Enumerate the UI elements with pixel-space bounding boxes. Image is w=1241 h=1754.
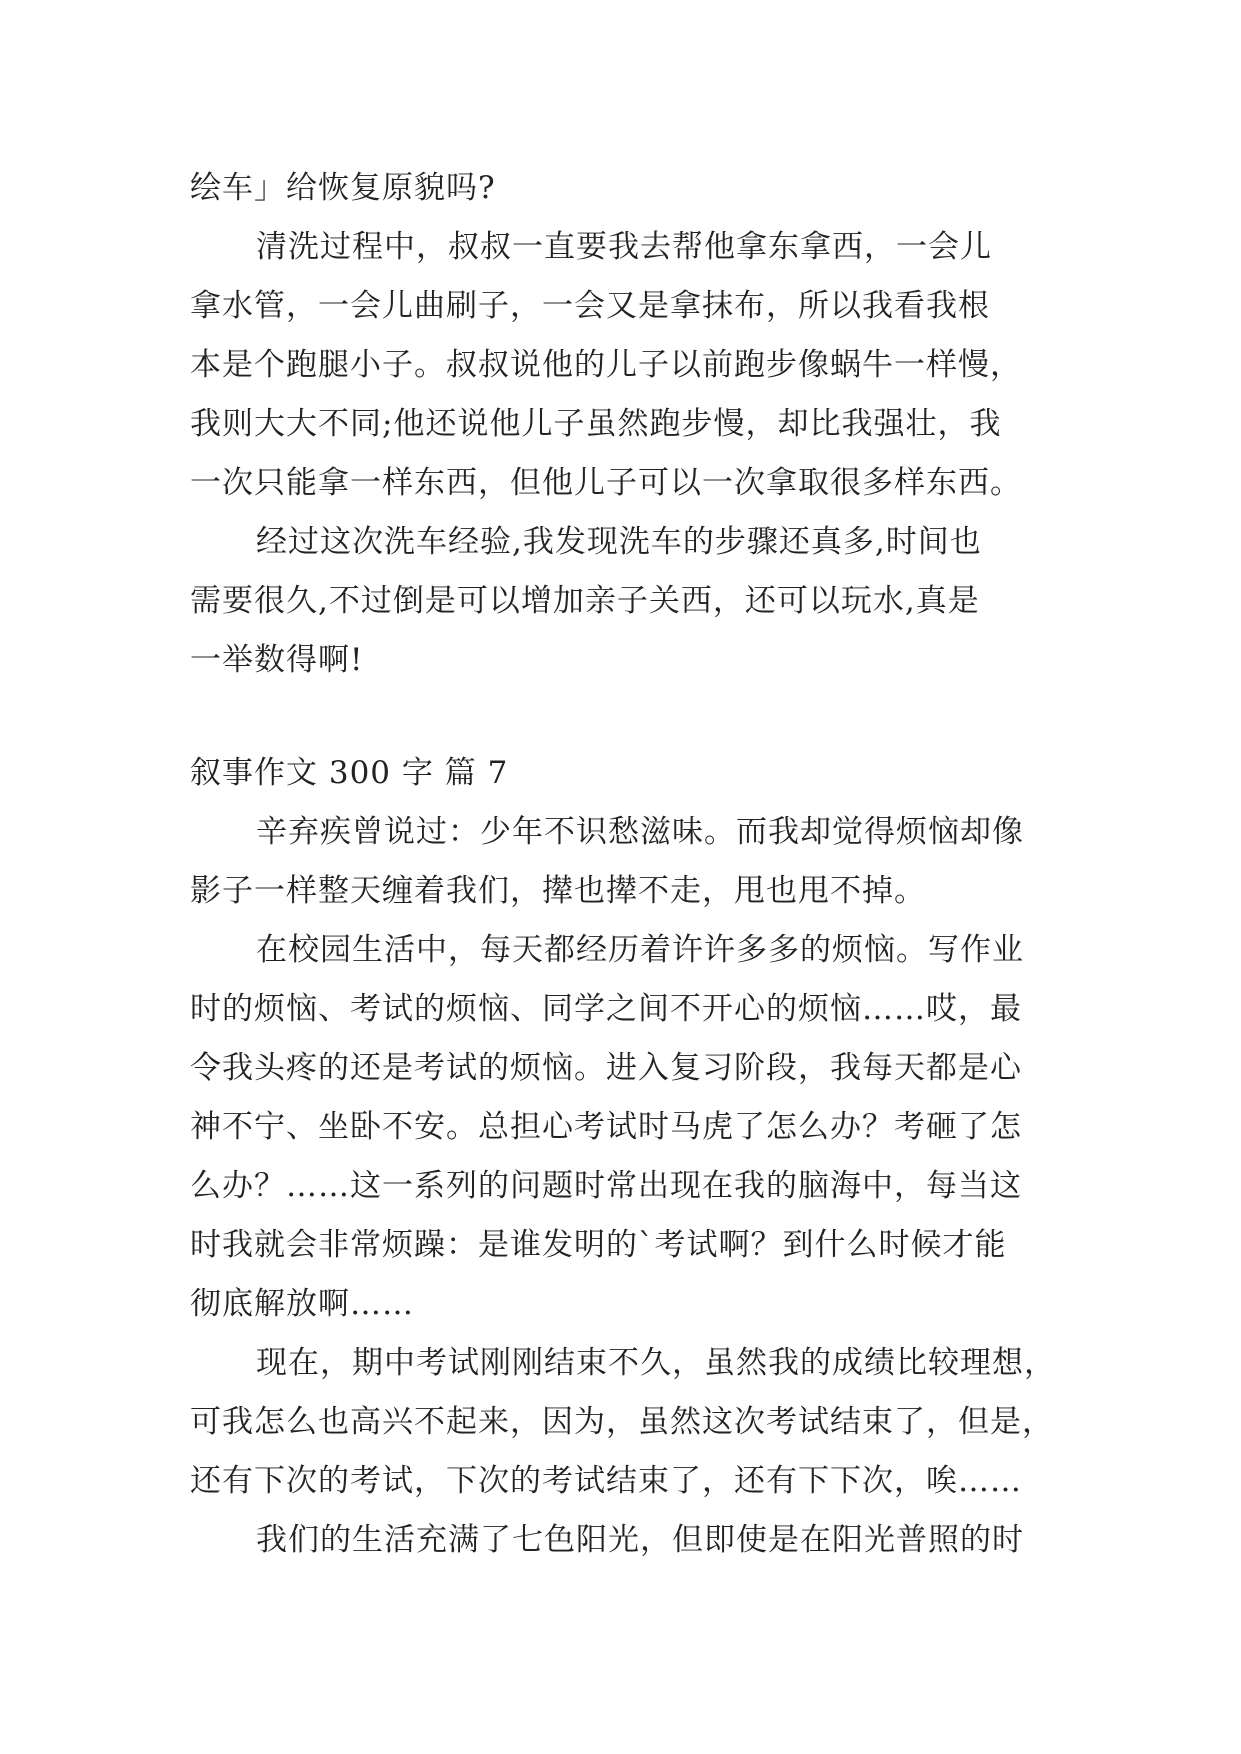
paragraph-first-line: 现在，期中考试刚刚结束不久，虽然我的成绩比较理想， [256,1345,1056,1381]
text-line: 令我头疼的还是考试的烦恼。进入复习阶段，我每天都是心 [190,1050,1022,1086]
text-line: 时的烦恼、考试的烦恼、同学之间不开心的烦恼……哎，最 [190,991,1022,1027]
text-line: 一次只能拿一样东西，但他儿子可以一次拿取很多样东西。 [190,465,1022,501]
paragraph-first-line: 清洗过程中，叔叔一直要我去帮他拿东拿西，一会儿 [256,229,992,265]
paragraph-first-line: 辛弃疾曾说过：少年不识愁滋味。而我却觉得烦恼却像 [256,814,1024,850]
text-line: 我则大大不同;他还说他儿子虽然跑步慢，却比我强壮，我 [190,406,1002,442]
text-line: 需要很久,不过倒是可以增加亲子关西，还可以玩水,真是 [190,583,980,619]
text-line: 神不宁、坐卧不安。总担心考试时马虎了怎么办？考砸了怎 [190,1109,1022,1145]
text-line: 时我就会非常烦躁：是谁发明的`考试啊？到什么时候才能 [190,1227,1007,1263]
text-line: 影子一样整天缠着我们，撵也撵不走，甩也甩不掉。 [190,873,926,909]
text-line: 一举数得啊! [190,642,364,678]
text-line: 本是个跑腿小子。叔叔说他的儿子以前跑步像蜗牛一样慢， [190,347,1022,383]
text-line: 可我怎么也高兴不起来，因为，虽然这次考试结束了，但是， [190,1404,1054,1440]
section-title: 叙事作文 300 字 篇 7 [190,755,509,791]
paragraph-first-line: 我们的生活充满了七色阳光，但即使是在阳光普照的时 [256,1522,1024,1558]
text-line: 还有下次的考试，下次的考试结束了，还有下下次，唉…… [190,1463,1022,1499]
text-line: 彻底解放啊…… [190,1286,414,1322]
paragraph-first-line: 经过这次洗车经验,我发现洗车的步骤还真多,时间也 [256,524,982,560]
text-line: 绘车」给恢复原貌吗? [190,170,496,206]
text-line: 么办？……这一系列的问题时常出现在我的脑海中，每当这 [190,1168,1022,1204]
paragraph-first-line: 在校园生活中，每天都经历着许许多多的烦恼。写作业 [256,932,1024,968]
text-line: 拿水管，一会儿曲刷子，一会又是拿抹布，所以我看我根 [190,288,990,324]
